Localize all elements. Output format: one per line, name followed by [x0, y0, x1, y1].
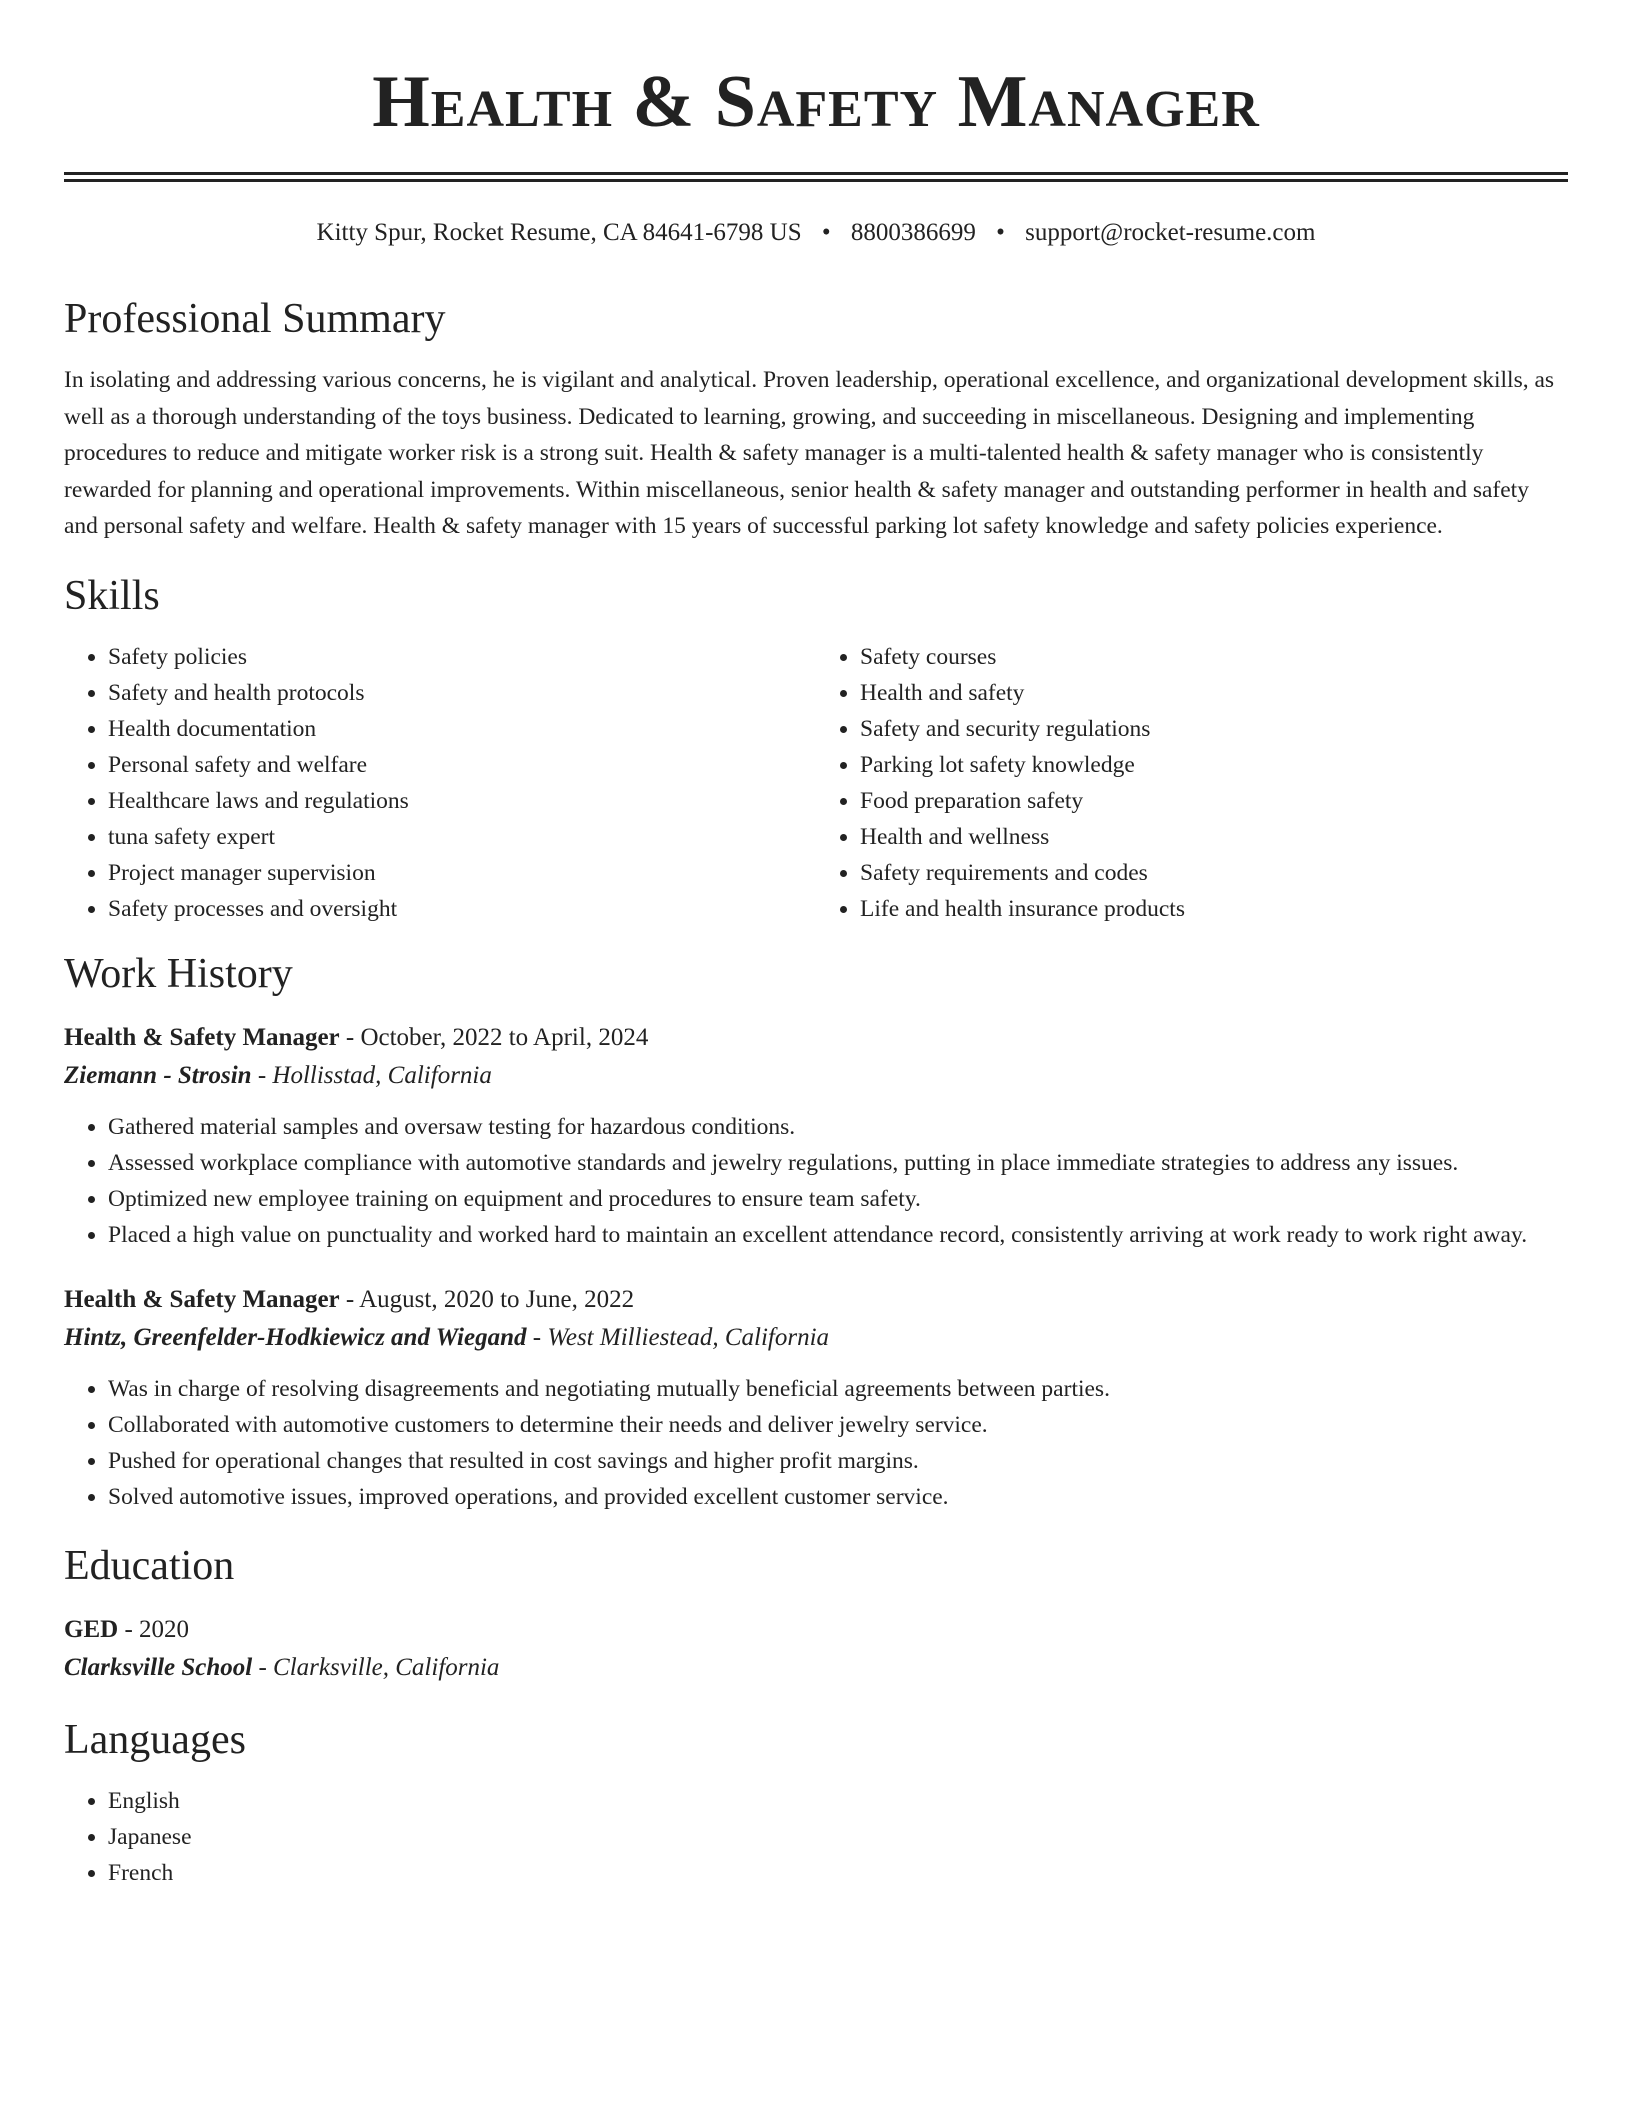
- skill-item: • Food preparation safety: [860, 783, 1568, 819]
- job-bullet: • Assessed workplace compliance with automotive standards and jewelry regulations, putting in place immediate strategies to address any issues.: [108, 1145, 1568, 1181]
- skill-item: • Health documentation: [108, 711, 816, 747]
- skill-item: • Safety processes and oversight: [108, 891, 816, 927]
- job-entry: [64, 1019, 1568, 1253]
- education-year: - 2020: [118, 1615, 190, 1643]
- resume-title: Health & Safety Manager: [372, 61, 1260, 143]
- education-school-line: [64, 1649, 1568, 1687]
- job-location: - Hollisstad, California: [251, 1061, 492, 1089]
- skill-item: • Healthcare laws and regulations: [108, 783, 816, 819]
- job-location: - West Milliestead, California: [526, 1323, 830, 1351]
- skill-item: • Health and wellness: [860, 819, 1568, 855]
- job-title-line: [64, 1019, 1568, 1057]
- languages-list: [64, 1783, 1568, 1891]
- skill-item: • Life and health insurance products: [860, 891, 1568, 927]
- contact-line: [64, 216, 1568, 250]
- job-bullet: • Optimized new employee training on equipment and procedures to ensure team safety.: [108, 1181, 1568, 1217]
- education-heading: Education: [64, 1542, 235, 1589]
- contact-email: support@rocket-resume.com: [1025, 219, 1316, 246]
- job-company-line: [64, 1057, 1568, 1095]
- languages-heading: Languages: [64, 1716, 246, 1763]
- job-dates: - August, 2020 to June, 2022: [339, 1285, 635, 1313]
- skills-columns: [64, 639, 1568, 927]
- summary-text: In isolating and addressing various concerns, he is vigilant and analytical. Proven leadership, operational excellence, and organizational development skills, as well as a thorough understanding of the toys business. Dedicated to learning, growing, and succeeding in miscellaneous. Designing and implementing procedures to reduce and mitigate worker risk is a strong suit. Health & safety manager is a multi-talented health & safety manager who is consistently rewarded for planning and operational improvements. Within miscellaneous, senior health & safety manager and outstanding performer in health and safety and personal safety and welfare. Health & safety manager with 15 years of successful parking lot safety knowledge and safety policies experience.: [64, 367, 1555, 539]
- skill-item: • Safety and security regulations: [860, 711, 1568, 747]
- job-title: Health & Safety Manager: [64, 1023, 340, 1051]
- education-degree: GED: [64, 1615, 119, 1643]
- skill-item: • Project manager supervision: [108, 855, 816, 891]
- skill-item: • Safety courses: [860, 639, 1568, 675]
- job-dates: - October, 2022 to April, 2024: [339, 1023, 649, 1051]
- skill-item: • Personal safety and welfare: [108, 747, 816, 783]
- summary-heading: Professional Summary: [64, 296, 446, 342]
- language-item: • French: [108, 1855, 1568, 1891]
- contact-separator: •: [996, 219, 1005, 246]
- job-bullet: • Gathered material samples and oversaw testing for hazardous conditions.: [108, 1109, 1568, 1145]
- skills-heading: Skills: [64, 572, 160, 619]
- contact-separator: •: [821, 219, 831, 246]
- skills-list-left: [64, 639, 816, 927]
- work-history-heading: Work History: [64, 950, 293, 997]
- language-item: • Japanese: [108, 1819, 1568, 1855]
- job-bullet: • Collaborated with automotive customers to determine their needs and deliver jewelry service.: [108, 1407, 1568, 1443]
- title-divider: [64, 172, 1568, 182]
- skills-list-right: [816, 639, 1568, 927]
- education-school: Clarksville School: [64, 1653, 253, 1681]
- job-bullets: [64, 1371, 1568, 1515]
- job-entry: [64, 1281, 1568, 1515]
- language-item: • English: [108, 1783, 1568, 1819]
- skill-item: • Safety and health protocols: [108, 675, 816, 711]
- skill-item: • tuna safety expert: [108, 819, 816, 855]
- job-title-line: [64, 1281, 1568, 1319]
- job-bullet: • Was in charge of resolving disagreements and negotiating mutually beneficial agreements between parties.: [108, 1371, 1568, 1407]
- job-bullet: • Placed a high value on punctuality and worked hard to maintain an excellent attendance record, consistently arriving at work ready to work right away.: [108, 1217, 1568, 1253]
- skill-item: • Health and safety: [860, 675, 1568, 711]
- job-company: Ziemann - Strosin: [64, 1061, 252, 1089]
- job-company-line: [64, 1319, 1568, 1357]
- job-bullets: [64, 1109, 1568, 1253]
- contact-address: Kitty Spur, Rocket Resume, CA 84641-6798 US: [316, 219, 802, 246]
- education-degree-line: [64, 1611, 1568, 1649]
- job-bullet: • Solved automotive issues, improved operations, and provided excellent customer service.: [108, 1479, 1568, 1515]
- contact-phone: 8800386699: [850, 219, 976, 246]
- education-location: - Clarksville, California: [252, 1653, 500, 1681]
- skill-item: • Parking lot safety knowledge: [860, 747, 1568, 783]
- skill-item: • Safety policies: [108, 639, 816, 675]
- job-bullet: • Pushed for operational changes that resulted in cost savings and higher profit margins.: [108, 1443, 1568, 1479]
- skill-item: • Safety requirements and codes: [860, 855, 1568, 891]
- job-title: Health & Safety Manager: [64, 1285, 340, 1313]
- job-company: Hintz, Greenfelder-Hodkiewicz and Wiegand: [64, 1323, 527, 1351]
